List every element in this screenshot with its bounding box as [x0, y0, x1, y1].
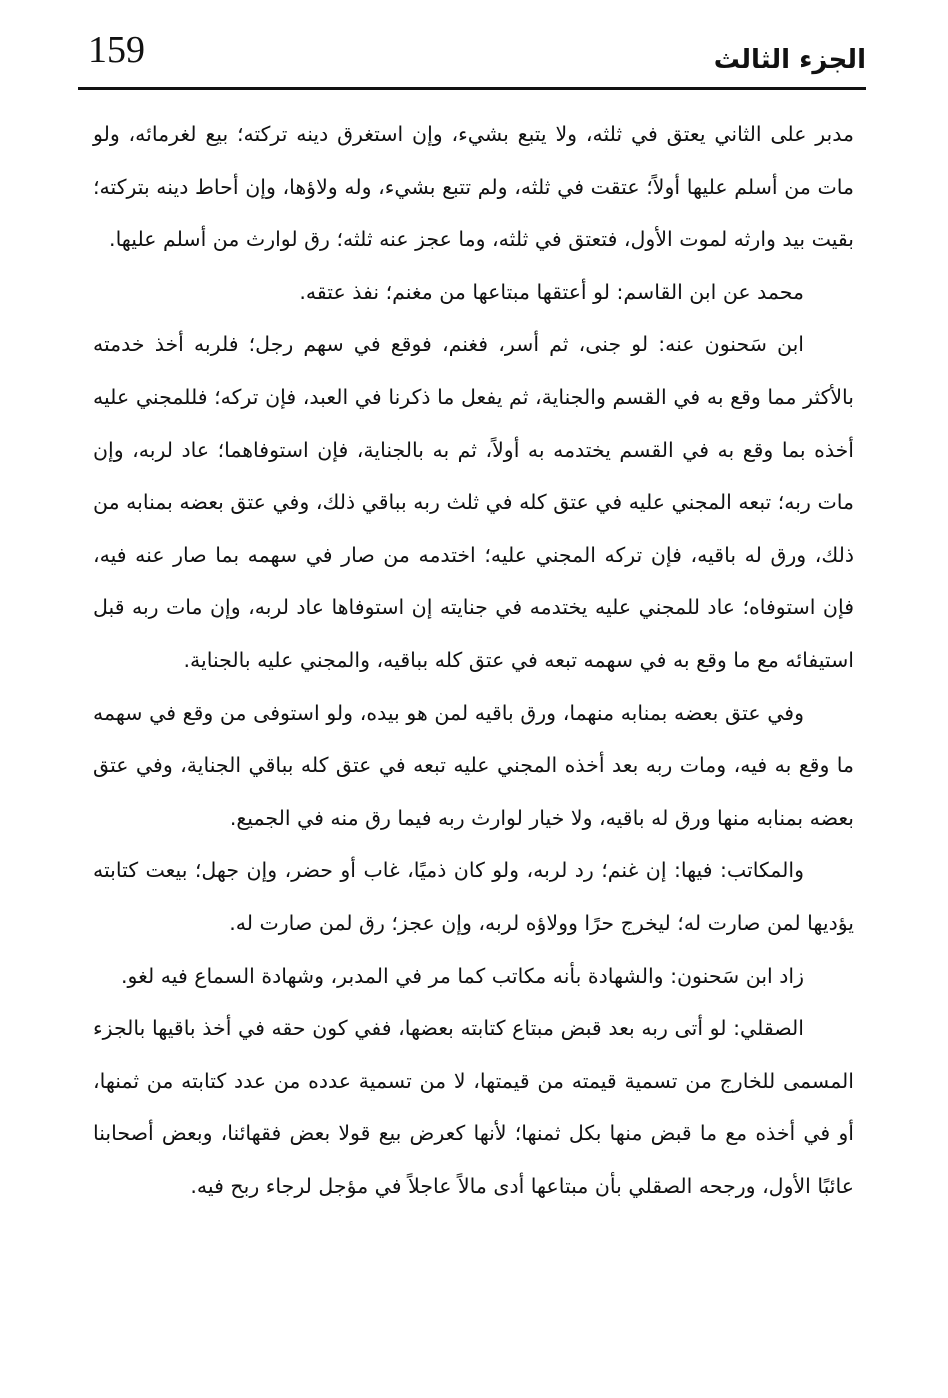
part-title: الجزء الثالث: [713, 45, 866, 75]
paragraph: ابن سَحنون عنه: لو جنى، ثم أسر، فغنم، فوقع في سهم رجل؛ فلربه أخذ خدمته بالأكثر مما وقع به في القسم والجناية، ثم يفعل ما ذكرنا في العبد، فإن تركه؛ فللمجني عليه أخذه بما وقع به في القسم يختدمه به أولاً، ثم به بالجناية، فإن استوفاهما؛ عاد لربه، وإن مات ربه؛ تبعه المجني عليه في عتق كله في ثلث ربه بباقي ذلك، وفي عتق بعضه بمنابه من ذلك، ورق له باقيه، فإن تركه المجني عليه؛ اختدمه من صار في سهمه بما صار عنه فيه، فإن استوفاه؛ عاد للمجني عليه يختدمه في جنايته إن استوفاها عاد لربه، وإن مات ربه قبل استيفائه مع ما وقع به في سهمه تبعه في عتق كله بباقيه، والمجني عليه بالجناية.: [93, 332, 854, 672]
page-body: [93, 108, 854, 1212]
paragraph: مدبر على الثاني يعتق في ثلثه، ولا يتبع بشيء، وإن استغرق دينه تركته؛ بيع لغرمائه، ولو مات من أسلم عليها أولاً؛ عتقت في ثلثه، ولم تتبع بشيء، وله ولاؤها، وإن أحاط دينه بتركته؛ بقيت بيد وارثه لموت الأول، فتعتق في ثلثه، وما عجز عنه ثلثه؛ رق لوارث من أسلم عليها.: [93, 122, 854, 252]
paragraph: زاد ابن سَحنون: والشهادة بأنه مكاتب كما مر في المدبر، وشهادة السماع فيه لغو.: [121, 963, 804, 988]
header-rule: [78, 87, 866, 90]
page-number: 159: [88, 29, 145, 71]
paragraph: محمد عن ابن القاسم: لو أعتقها مبتاعها من مغنم؛ نفذ عتقه.: [299, 279, 804, 304]
paragraph: الصقلي: لو أتى ربه بعد قبض مبتاع كتابته بعضها، ففي كون حقه في أخذ باقيها بالجزء المسمى للخارج من تسمية قيمته من قيمتها، لا من تسمية عدده من عدد كتابته من ثمنها، أو في أخذه مع ما قبض منها بكل ثمنها؛ لأنها كعرض بيع قولا بعض فقهائنا، وبعض أصحابنا عائبًا الأول، ورجحه الصقلي بأن مبتاعها أدى مالاً عاجلاً في مؤجل لرجاء ربح فيه.: [93, 1016, 854, 1198]
paragraph: وفي عتق بعضه بمنابه منهما، ورق باقيه لمن هو بيده، ولو استوفى من وقع في سهمه ما وقع به فيه، ومات ربه بعد أخذه المجني عليه تبعه في عتق كله بباقي الجناية، وفي عتق بعضه بمنابه منها ورق له باقيه، ولا خيار لوارث ربه فيما رق منه في الجميع.: [93, 700, 854, 830]
paragraph: والمكاتب: فيها: إن غنم؛ رد لربه، ولو كان ذميًا، غاب أو حضر، وإن جهل؛ بيعت كتابته يؤديها لمن صارت له؛ ليخرج حرًا وولاؤه لربه، وإن عجز؛ رق لمن صارت له.: [93, 858, 854, 935]
page-header: [78, 28, 866, 80]
